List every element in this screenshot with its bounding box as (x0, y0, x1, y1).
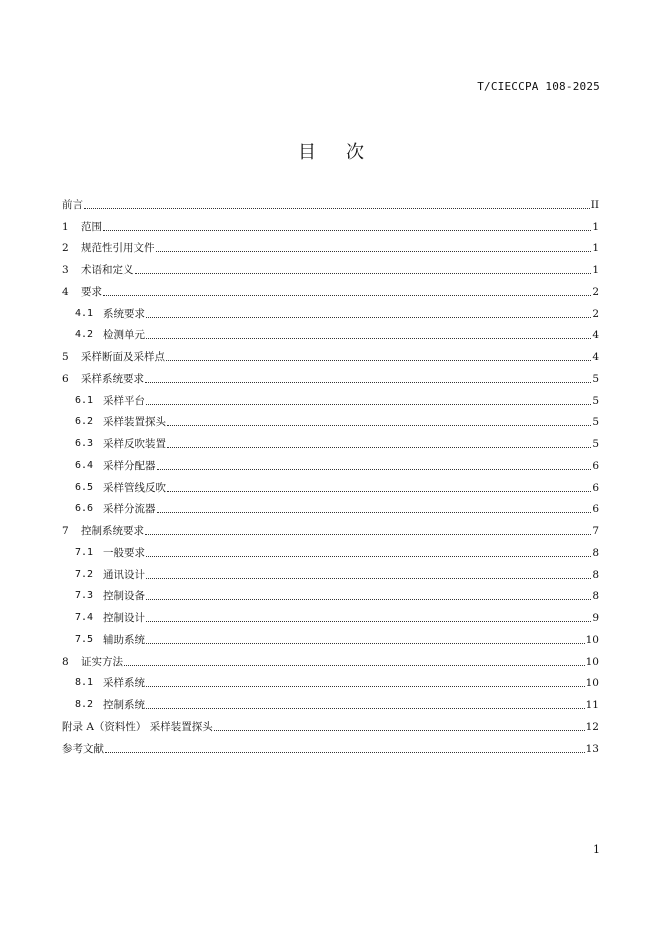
toc-entry[interactable] (62, 516, 599, 538)
toc-entry-number: 7.4 (75, 612, 94, 623)
toc-entry-label: 采样平台 (103, 394, 145, 407)
toc-dot-leader (135, 272, 592, 274)
toc-entry-number: 6.6 (75, 503, 94, 515)
toc-entry[interactable] (62, 386, 599, 408)
toc-dot-leader (146, 620, 591, 622)
toc-entry-page: 5 (592, 438, 599, 450)
toc-entry-label: 范围 (81, 220, 102, 233)
toc-entry-label: 要求 (81, 285, 102, 298)
toc-entry-number: 8.1 (75, 677, 94, 689)
toc-dot-leader (157, 468, 592, 470)
toc-entry-label: 系统要求 (103, 307, 145, 320)
toc-entry-page: 7 (592, 525, 599, 537)
toc-entry[interactable] (62, 277, 599, 299)
toc-entry[interactable] (62, 560, 599, 582)
toc-entry-number: 6.1 (75, 394, 94, 406)
toc-dot-leader (145, 533, 591, 535)
toc-entry-label: 采样系统 (103, 677, 145, 690)
toc-entry[interactable] (62, 451, 599, 473)
toc-entry-page: 1 (592, 264, 599, 276)
toc-entry[interactable] (62, 669, 599, 691)
toc-dot-leader (146, 598, 591, 600)
toc-entry-number: 7.1 (75, 546, 94, 558)
table-of-contents (62, 190, 599, 756)
toc-entry-number: 6.3 (75, 438, 94, 449)
toc-dot-leader (167, 424, 591, 426)
toc-entry[interactable] (62, 582, 599, 604)
toc-entry-label: 证实方法 (81, 655, 123, 668)
toc-entry-number: 8 (62, 655, 69, 668)
toc-entry-label: 控制设备 (103, 590, 145, 603)
toc-dot-leader (84, 207, 590, 209)
toc-entry-label: 控制系统要求 (81, 525, 144, 537)
toc-entry-page: 8 (592, 568, 599, 581)
toc-entry[interactable] (62, 712, 599, 734)
toc-entry-number: 6.2 (75, 416, 94, 428)
toc-dot-leader (146, 316, 591, 318)
toc-entry-label: 通讯设计 (103, 568, 145, 581)
toc-entry-number: 4.1 (75, 307, 94, 319)
toc-entry-number: 8.2 (75, 699, 94, 710)
toc-entry-label: 检测单元 (103, 329, 145, 342)
toc-entry-number: 6.5 (75, 481, 94, 493)
toc-dot-leader (156, 250, 592, 252)
toc-entry-page: 5 (592, 394, 599, 407)
toc-dot-leader (146, 403, 591, 405)
toc-dot-leader (146, 555, 591, 557)
toc-dot-leader (167, 490, 591, 492)
toc-dot-leader (124, 664, 585, 666)
toc-entry[interactable] (62, 734, 599, 756)
toc-entry[interactable] (62, 364, 599, 386)
toc-dot-leader (167, 446, 591, 448)
toc-entry-number: 4 (62, 285, 69, 298)
toc-entry-label: 规范性引用文件 (81, 242, 155, 255)
toc-entry-page: 6 (592, 481, 599, 494)
toc-entry-label: 控制设计 (103, 612, 145, 624)
toc-dot-leader (214, 729, 585, 731)
toc-entry-number: 7 (62, 525, 69, 537)
toc-entry-page: II (590, 198, 599, 211)
toc-entry-page: 10 (585, 633, 599, 646)
toc-entry-page: 5 (592, 416, 599, 429)
toc-entry[interactable] (62, 342, 599, 364)
toc-entry-page: 4 (592, 329, 599, 342)
toc-entry-number: 3 (62, 264, 69, 276)
toc-entry[interactable] (62, 212, 599, 234)
toc-entry-page: 12 (585, 720, 599, 733)
toc-entry[interactable] (62, 495, 599, 517)
toc-entry-label: 采样分配器 (103, 459, 156, 472)
toc-entry-number: 7.5 (75, 633, 94, 645)
toc-entry-label: 控制系统 (103, 699, 145, 711)
toc-dot-leader (146, 337, 591, 339)
toc-entry-page: 8 (592, 590, 599, 603)
toc-dot-leader (146, 577, 591, 579)
toc-entry-number: 5 (62, 351, 69, 363)
toc-entry[interactable] (62, 625, 599, 647)
toc-entry[interactable] (62, 408, 599, 430)
toc-entry-page: 6 (592, 459, 599, 472)
toc-entry-number: 6.4 (75, 459, 94, 471)
toc-entry-number: 7.3 (75, 590, 94, 602)
toc-entry[interactable] (62, 647, 599, 669)
document-id: T/CIECCPA 108-2025 (477, 80, 600, 93)
toc-entry[interactable] (62, 429, 599, 451)
toc-dot-leader (105, 751, 585, 753)
toc-dot-leader (145, 381, 591, 383)
toc-entry-page: 1 (592, 220, 599, 233)
toc-entry-label: 采样装置探头 (103, 416, 166, 429)
toc-dot-leader (166, 359, 591, 361)
toc-dot-leader (146, 642, 585, 644)
toc-entry-label: 前言 (62, 198, 83, 211)
toc-entry[interactable] (62, 473, 599, 495)
toc-dot-leader (146, 707, 585, 709)
toc-entry-page: 13 (585, 742, 599, 755)
toc-entry-page: 2 (592, 285, 599, 298)
toc-entry-page: 4 (592, 351, 599, 363)
toc-entry-label: 附录 A（资料性） 采样装置探头 (62, 720, 213, 733)
toc-entry-label: 辅助系统 (103, 633, 145, 646)
toc-entry-number: 7.2 (75, 568, 94, 580)
toc-entry-label: 参考文献 (62, 742, 104, 755)
toc-entry-page: 2 (592, 307, 599, 320)
toc-entry[interactable] (62, 538, 599, 560)
page-number: 1 (593, 843, 600, 856)
toc-entry[interactable] (62, 603, 599, 625)
toc-entry-page: 10 (585, 655, 599, 668)
toc-dot-leader (103, 229, 591, 231)
toc-entry-label: 采样断面及采样点 (81, 351, 165, 363)
toc-entry-page: 10 (585, 677, 599, 690)
toc-dot-leader (146, 685, 585, 687)
toc-entry-page: 6 (592, 503, 599, 516)
toc-entry-label: 采样系统要求 (81, 372, 144, 385)
toc-entry-number: 4.2 (75, 329, 94, 341)
toc-entry[interactable] (62, 299, 599, 321)
toc-entry-label: 采样反吹装置 (103, 438, 166, 450)
toc-entry-page: 1 (592, 242, 599, 255)
toc-entry[interactable] (62, 255, 599, 277)
toc-entry-label: 采样管线反吹 (103, 481, 166, 494)
toc-entry-label: 一般要求 (103, 546, 145, 559)
toc-dot-leader (103, 294, 591, 296)
toc-entry[interactable] (62, 321, 599, 343)
toc-entry-number: 1 (62, 220, 69, 233)
toc-entry[interactable] (62, 690, 599, 712)
toc-entry[interactable] (62, 234, 599, 256)
toc-entry-page: 8 (592, 546, 599, 559)
toc-entry-label: 采样分流器 (103, 503, 156, 516)
toc-dot-leader (157, 511, 592, 513)
toc-entry-number: 6 (62, 372, 69, 385)
toc-entry-page: 5 (592, 372, 599, 385)
toc-entry-page: 11 (585, 699, 599, 711)
toc-entry-label: 术语和定义 (81, 264, 134, 276)
toc-entry-page: 9 (592, 612, 599, 624)
page-title: 目次 (298, 142, 394, 163)
toc-entry[interactable] (62, 190, 599, 212)
toc-entry-number: 2 (62, 242, 69, 255)
